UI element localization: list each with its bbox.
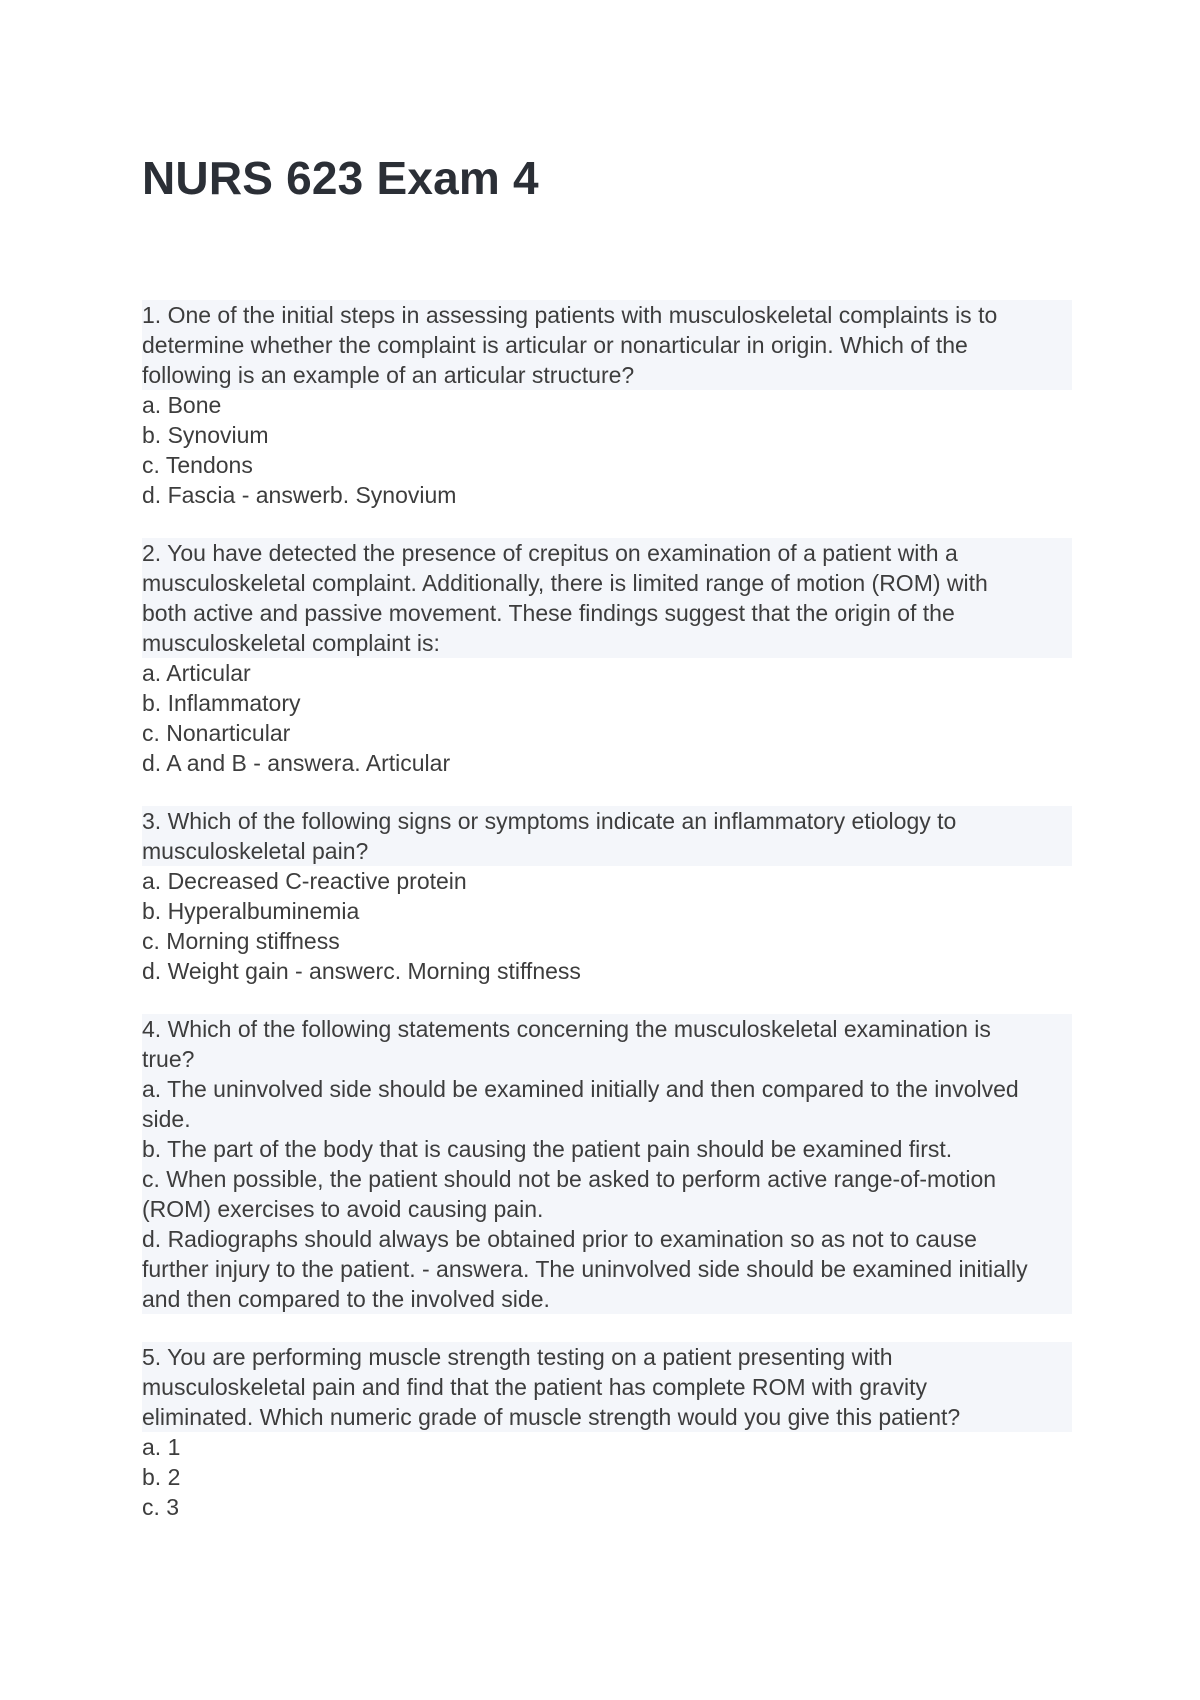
- question-1: [142, 300, 1072, 510]
- document-title: NURS 623 Exam 4: [142, 152, 539, 204]
- option-c: c. Nonarticular: [142, 720, 291, 746]
- document-page: [142, 150, 1072, 1550]
- question-text-line: 5. You are performing muscle strength testing on a patient presenting with: [142, 1342, 1072, 1372]
- question-text-line: musculoskeletal pain and find that the patient has complete ROM with gravity: [142, 1372, 1072, 1402]
- question-text-line: 1. One of the initial steps in assessing patients with musculoskeletal complaints is to: [142, 300, 1072, 330]
- question-text-line: musculoskeletal complaint is:: [142, 628, 1072, 658]
- option-c: c. Morning stiffness: [142, 928, 340, 954]
- question-text-line: musculoskeletal complaint. Additionally, there is limited range of motion (ROM) with: [142, 568, 1072, 598]
- option-c: c. When possible, the patient should not be asked to perform active range-of-motion: [142, 1164, 1072, 1194]
- option-b: b. 2: [142, 1464, 181, 1490]
- question-text-line: musculoskeletal pain?: [142, 836, 1072, 866]
- option-b: b. Inflammatory: [142, 690, 301, 716]
- option-d-with-answer: d. Fascia - answerb. Synovium: [142, 482, 457, 508]
- option-d-with-answer: d. A and B - answera. Articular: [142, 750, 451, 776]
- option-a: a. Articular: [142, 660, 251, 686]
- option-a-cont: side.: [142, 1104, 1072, 1134]
- question-text-line: true?: [142, 1044, 1072, 1074]
- answer-cont: and then compared to the involved side.: [142, 1284, 1072, 1314]
- option-b: b. The part of the body that is causing the patient pain should be examined first.: [142, 1134, 1072, 1164]
- option-c-cont: (ROM) exercises to avoid causing pain.: [142, 1194, 1072, 1224]
- question-text-line: following is an example of an articular structure?: [142, 360, 1072, 390]
- question-4: [142, 1014, 1072, 1314]
- question-3: [142, 806, 1072, 986]
- option-a: a. The uninvolved side should be examined initially and then compared to the involved: [142, 1074, 1072, 1104]
- option-c: c. Tendons: [142, 452, 253, 478]
- question-text-line: eliminated. Which numeric grade of muscle strength would you give this patient?: [142, 1402, 1072, 1432]
- option-b: b. Hyperalbuminemia: [142, 898, 360, 924]
- option-d: d. Radiographs should always be obtained prior to examination so as not to cause: [142, 1224, 1072, 1254]
- option-d-with-answer: d. Weight gain - answerc. Morning stiffness: [142, 958, 581, 984]
- option-d-with-answer: further injury to the patient. - answera. The uninvolved side should be examined initially: [142, 1254, 1072, 1284]
- question-text-line: determine whether the complaint is articular or nonarticular in origin. Which of the: [142, 330, 1072, 360]
- question-text-line: 3. Which of the following signs or symptoms indicate an inflammatory etiology to: [142, 806, 1072, 836]
- question-text-line: both active and passive movement. These findings suggest that the origin of the: [142, 598, 1072, 628]
- option-a: a. 1: [142, 1434, 181, 1460]
- question-text-line: 4. Which of the following statements concerning the musculoskeletal examination is: [142, 1014, 1072, 1044]
- question-5: [142, 1342, 1072, 1522]
- question-text-line: 2. You have detected the presence of crepitus on examination of a patient with a: [142, 538, 1072, 568]
- option-a: a. Bone: [142, 392, 222, 418]
- option-a: a. Decreased C-reactive protein: [142, 868, 467, 894]
- question-2: [142, 538, 1072, 778]
- option-b: b. Synovium: [142, 422, 269, 448]
- option-c: c. 3: [142, 1494, 180, 1520]
